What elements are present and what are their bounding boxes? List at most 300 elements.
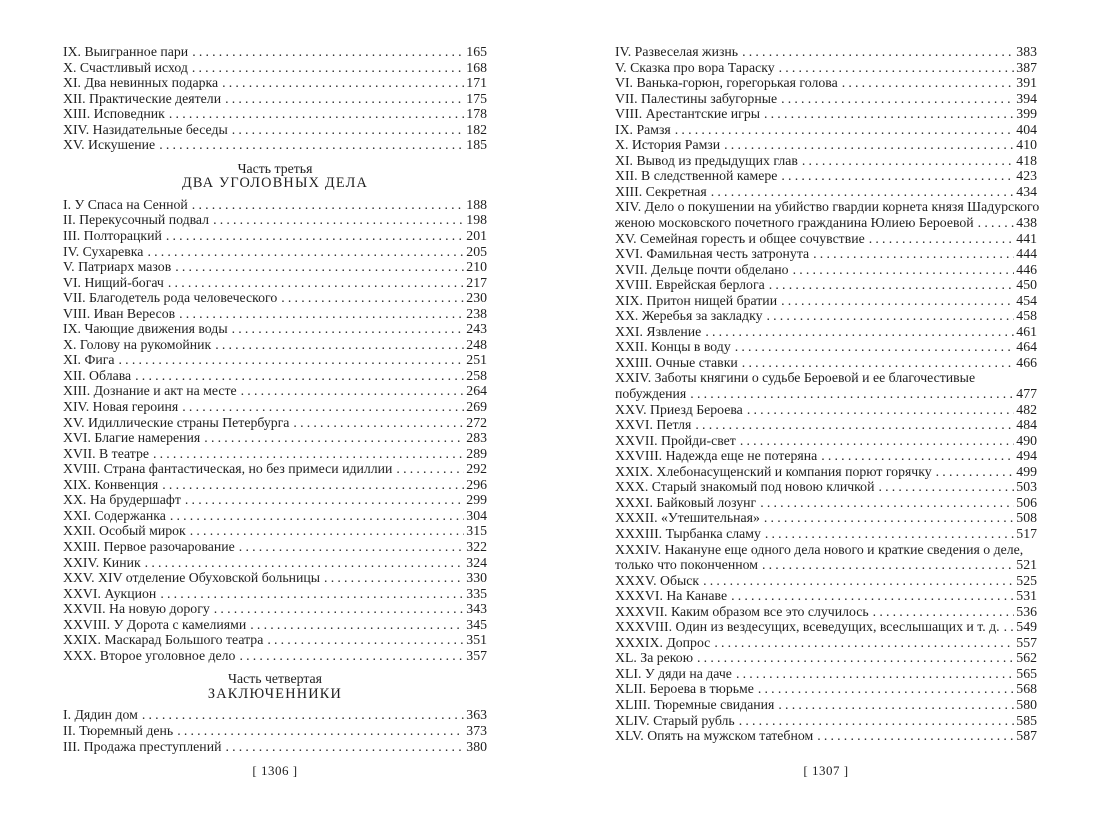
entry-page-number: 304	[466, 507, 487, 523]
entry-title: I. У Спаса на Сенной	[63, 196, 188, 212]
toc-entry	[63, 477, 487, 493]
dot-leader	[802, 153, 1014, 169]
entry-page-number: 230	[466, 290, 487, 306]
entry-page-number: 185	[466, 137, 487, 153]
dot-leader	[766, 308, 1014, 324]
toc-entry	[63, 492, 487, 508]
entry-page-number: 251	[466, 352, 487, 368]
toc-entry	[63, 197, 487, 213]
dot-leader	[182, 399, 464, 415]
entry-title: XII. Облава	[63, 367, 132, 383]
entry-page-number: 168	[466, 59, 487, 75]
toc-entry	[615, 308, 1037, 324]
dot-leader	[190, 523, 465, 539]
entry-page-number: 531	[1016, 588, 1037, 604]
entry-title: II. Тюремный день	[63, 722, 174, 738]
entry-page-number: 477	[1016, 386, 1037, 402]
dot-leader	[214, 601, 465, 617]
entry-title: XXVIII. Надежда еще не потеряна	[615, 448, 818, 464]
toc-entry	[615, 44, 1037, 60]
entry-title: VIII. Иван Вересов	[63, 305, 176, 321]
entry-title: XVII. Дельце почти обделано	[615, 261, 789, 277]
entry-title: XXIX. Маскарад Большого театра	[63, 632, 264, 648]
entry-page-number: 517	[1016, 525, 1037, 541]
dot-leader	[758, 681, 1014, 697]
toc-entry	[615, 479, 1037, 495]
entry-title: XXV. Приезд Бероева	[615, 401, 743, 417]
entry-title: XXX. Старый знакомый под новою кличкой	[615, 479, 875, 495]
dot-leader	[739, 713, 1015, 729]
entry-title: XXIII. Очные ставки	[615, 354, 738, 370]
dot-leader	[778, 697, 1014, 713]
entry-page-number: 248	[466, 336, 487, 352]
dot-leader	[1004, 619, 1015, 635]
dot-leader	[821, 448, 1014, 464]
toc-entry	[615, 262, 1037, 278]
toc-entry	[615, 697, 1037, 713]
entry-page-number: 508	[1016, 510, 1037, 526]
entry-title: XXIV. Заботы княгини о судьбе Бероевой и ее благочестивые	[615, 370, 976, 386]
entry-page-number: 171	[466, 75, 487, 91]
entry-page-number: 335	[466, 585, 487, 601]
entry-title: XVIII. Страна фантастическая, но без примеси идиллии	[63, 461, 393, 477]
entry-title: XVI. Фамильная честь затронута	[615, 246, 810, 262]
toc-entry	[63, 106, 487, 122]
entry-title: X. История Рамзи	[615, 137, 721, 153]
dot-leader	[192, 44, 464, 60]
toc-entry	[615, 293, 1037, 309]
dot-leader	[724, 137, 1014, 153]
entry-page-number: 243	[466, 321, 487, 337]
entry-title: XIV. Новая героиня	[63, 399, 179, 415]
toc-entry	[63, 306, 487, 322]
entry-page-number: 454	[1016, 292, 1037, 308]
dot-leader	[119, 352, 465, 368]
entry-title: IV. Сухаревка	[63, 243, 144, 259]
dot-leader	[232, 122, 465, 138]
entry-page-number: 188	[466, 196, 487, 212]
toc-entry	[63, 368, 487, 384]
toc-entry	[615, 588, 1037, 604]
toc-entry	[615, 464, 1037, 480]
toc-entry	[63, 461, 487, 477]
entry-page-number: 165	[466, 44, 487, 59]
dot-leader	[159, 137, 464, 153]
entry-page-number: 585	[1016, 712, 1037, 728]
dot-leader	[170, 508, 464, 524]
dot-leader	[396, 461, 464, 477]
toc-entry	[63, 383, 487, 399]
toc-entry	[615, 402, 1037, 418]
toc-entry	[63, 415, 487, 431]
toc-entry	[63, 723, 487, 739]
entry-page-number: 506	[1016, 494, 1037, 510]
dot-leader	[978, 215, 1015, 231]
toc-entry	[615, 122, 1037, 138]
entry-title: XXV. XIV отделение Обуховской больницы	[63, 570, 321, 586]
dot-leader	[873, 604, 1015, 620]
entry-title: VI. Ванька-горюн, горегорькая голова	[615, 75, 838, 91]
entry-page-number: 363	[466, 707, 487, 723]
dot-leader	[166, 228, 464, 244]
toc-entry	[615, 137, 1037, 153]
toc-entry	[63, 555, 487, 571]
entry-page-number: 198	[466, 212, 487, 228]
entry-title: XIV. Дело о покушении на убийство гвардии корнета князя Шадурского	[615, 199, 1040, 215]
entry-page-number: 357	[466, 647, 487, 663]
entry-page-number: 182	[466, 121, 487, 137]
toc-entry	[63, 337, 487, 353]
dot-leader	[175, 259, 464, 275]
part-heading: Часть четвертая	[227, 671, 323, 687]
entry-page-number: 238	[466, 305, 487, 321]
toc-entry	[63, 212, 487, 228]
entry-page-number: 399	[1016, 106, 1037, 122]
entry-title: XXXVII. Каким образом все это случилось	[615, 603, 869, 619]
toc-entry	[63, 632, 487, 648]
dot-leader	[177, 723, 464, 739]
dot-leader	[762, 557, 1014, 573]
toc-entry	[63, 75, 487, 91]
toc-entry	[615, 153, 1037, 169]
dot-leader	[690, 386, 1014, 402]
toc-entry	[63, 60, 487, 76]
toc-entry	[63, 648, 487, 664]
dot-leader	[842, 75, 1015, 91]
entry-title: XIII. Дознание и акт на месте	[63, 383, 237, 399]
entry-title: XXVII. На новую дорогу	[63, 601, 210, 617]
entry-title: XXIV. Киник	[63, 554, 141, 570]
toc-entry	[615, 495, 1037, 511]
toc-entry	[615, 433, 1037, 449]
entry-title: XXXII. «Утешительная»	[615, 510, 760, 526]
dot-leader	[179, 306, 464, 322]
entry-title: женою московского почетного гражданина Юлиею Бероевой	[615, 215, 974, 231]
dot-leader	[779, 60, 1015, 76]
part-heading: Часть третья	[237, 160, 313, 176]
toc-entry	[615, 619, 1037, 635]
toc-entry	[615, 339, 1037, 355]
entry-page-number: 562	[1016, 650, 1037, 666]
entry-title: X. Голову на рукомойник	[63, 336, 212, 352]
toc-entry	[615, 60, 1037, 76]
entry-page-number: 458	[1016, 308, 1037, 324]
dot-leader	[293, 415, 464, 431]
toc-entry	[63, 446, 487, 462]
entry-title: XV. Семейная горесть и общее сочувствие	[615, 230, 865, 246]
entry-title: XX. На брудершафт	[63, 492, 181, 508]
entry-page-number: 580	[1016, 696, 1037, 712]
entry-page-number: 387	[1016, 59, 1037, 75]
dot-leader	[222, 75, 464, 91]
toc-entry	[63, 570, 487, 586]
entry-page-number: 178	[466, 106, 487, 122]
entry-page-number: 383	[1016, 44, 1037, 59]
toc-entry	[615, 510, 1037, 526]
entry-page-number: 461	[1016, 323, 1037, 339]
toc-entry	[615, 573, 1037, 589]
dot-leader	[147, 244, 464, 260]
dot-leader	[153, 446, 464, 462]
dot-leader	[169, 106, 464, 122]
dot-leader	[697, 650, 1014, 666]
entry-title: IX. Чающие движения воды	[63, 321, 228, 337]
toc-page-left	[63, 44, 487, 754]
entry-title: XXVI. Петля	[615, 417, 692, 433]
entry-page-number: 450	[1016, 277, 1037, 293]
entry-page-number: 299	[466, 492, 487, 508]
dot-leader	[742, 44, 1014, 60]
entry-title: XXI. Содержанка	[63, 507, 166, 523]
toc-entry	[615, 417, 1037, 433]
entry-title: побуждения	[615, 386, 687, 402]
entry-title: XXXVIII. Один из вездесущих, всеведущих, всеслышащих и т. д.	[615, 619, 1000, 635]
dot-leader	[145, 555, 465, 571]
toc-entry	[615, 324, 1037, 340]
toc-entry	[615, 215, 1037, 231]
toc-entry-wrap-line	[615, 542, 1037, 558]
entry-page-number: 343	[466, 601, 487, 617]
dot-leader	[714, 635, 1014, 651]
toc-entry	[615, 650, 1037, 666]
entry-title: только что поконченном	[615, 557, 758, 573]
entry-page-number: 269	[466, 399, 487, 415]
entry-page-number: 438	[1016, 215, 1037, 231]
entry-title: XXIII. Первое разочарование	[63, 538, 235, 554]
entry-title: XXXIX. Допрос	[615, 634, 711, 650]
toc-entry	[63, 137, 487, 153]
entry-title: XLI. У дяди на даче	[615, 665, 732, 681]
dot-leader	[936, 464, 1015, 480]
dot-leader	[760, 495, 1014, 511]
entry-title: XIII. Секретная	[615, 183, 707, 199]
entry-page-number: 557	[1016, 634, 1037, 650]
entry-page-number: 503	[1016, 479, 1037, 495]
entry-title: XI. Фига	[63, 352, 115, 368]
entry-title: XLIII. Тюремные свидания	[615, 696, 775, 712]
entry-title: V. Сказка про вора Тараску	[615, 59, 775, 75]
entry-title: XXXV. Обыск	[615, 572, 700, 588]
toc-entry	[615, 184, 1037, 200]
entry-page-number: 373	[466, 722, 487, 738]
toc-entry	[63, 430, 487, 446]
entry-title: XII. В следственной камере	[615, 168, 778, 184]
entry-page-number: 345	[466, 616, 487, 632]
entry-page-number: 175	[466, 90, 487, 106]
entry-title: XV. Идиллические страны Петербурга	[63, 414, 290, 430]
dot-leader	[675, 122, 1015, 138]
entry-title: VIII. Арестантские игры	[615, 106, 760, 122]
dot-leader	[705, 324, 1014, 340]
entry-title: XX. Жеребья за закладку	[615, 308, 763, 324]
dot-leader	[162, 477, 464, 493]
dot-leader	[736, 666, 1014, 682]
entry-page-number: 565	[1016, 665, 1037, 681]
toc-entry	[63, 539, 487, 555]
entry-title: VII. Палестины забугорные	[615, 90, 778, 106]
entry-title: IX. Выигранное пари	[63, 44, 189, 59]
toc-entry	[615, 713, 1037, 729]
part-title-heading: ЗАКЛЮЧЕННИКИ	[207, 685, 343, 702]
entry-title: XXXIV. Накануне еще одного дела нового и краткие сведения о деле,	[615, 541, 1024, 557]
dot-leader	[192, 197, 465, 213]
entry-title: XI. Вывод из предыдущих глав	[615, 152, 798, 168]
toc-page-right	[615, 44, 1040, 744]
entry-title: XXX. Второе уголовное дело	[63, 647, 236, 663]
entry-page-number: 464	[1016, 339, 1037, 355]
entry-page-number: 296	[466, 476, 487, 492]
entry-title: XXII. Особый мирок	[63, 523, 186, 539]
toc-entry	[63, 91, 487, 107]
toc-entry	[63, 523, 487, 539]
toc-entry	[615, 604, 1037, 620]
dot-leader	[765, 526, 1014, 542]
entry-page-number: 283	[466, 430, 487, 446]
entry-page-number: 441	[1016, 230, 1037, 246]
dot-leader	[764, 106, 1014, 122]
dot-leader	[703, 573, 1014, 589]
part-title-heading: ДВА УГОЛОВНЫХ ДЕЛА	[181, 175, 369, 192]
toc-entry	[615, 231, 1037, 247]
toc-entry	[615, 246, 1037, 262]
entry-title: XXVII. Пройди-свет	[615, 432, 736, 448]
dot-leader	[711, 184, 1015, 200]
dot-leader	[781, 293, 1014, 309]
dot-leader	[793, 262, 1015, 278]
entry-title: XVIII. Еврейская берлога	[615, 277, 765, 293]
entry-title: XXIX. Хлебонасущенский и компания порют горячку	[615, 463, 932, 479]
entry-title: XLII. Бероева в тюрьме	[615, 681, 754, 697]
toc-entry	[615, 277, 1037, 293]
entry-page-number: 292	[466, 461, 487, 477]
toc-entry	[63, 707, 487, 723]
dot-leader	[267, 632, 464, 648]
toc-entry	[63, 399, 487, 415]
toc-entry	[63, 122, 487, 138]
entry-title: XLV. Опять на мужском татебном	[615, 728, 814, 744]
entry-title: XXI. Язвление	[615, 323, 702, 339]
dot-leader	[731, 588, 1014, 604]
entry-page-number: 258	[466, 367, 487, 383]
dot-leader	[160, 586, 464, 602]
toc-entry	[63, 352, 487, 368]
entry-page-number: 494	[1016, 448, 1037, 464]
entry-page-number: 272	[466, 414, 487, 430]
entry-page-number: 391	[1016, 75, 1037, 91]
entry-title: V. Патриарх мазов	[63, 259, 172, 275]
dot-leader	[204, 430, 464, 446]
toc-entry	[63, 290, 487, 306]
dot-leader	[781, 91, 1014, 107]
dot-leader	[769, 277, 1015, 293]
toc-entry	[63, 275, 487, 291]
entry-title: XL. За рекою	[615, 650, 694, 666]
entry-title: XVI. Благие намерения	[63, 430, 201, 446]
entry-page-number: 568	[1016, 681, 1037, 697]
dot-leader	[817, 728, 1014, 744]
entry-page-number: 315	[466, 523, 487, 539]
entry-title: X. Счастливый исход	[63, 59, 188, 75]
entry-page-number: 536	[1016, 603, 1037, 619]
entry-title: XXXVI. На Канаве	[615, 588, 728, 604]
entry-title: IX. Рамзя	[615, 121, 671, 137]
toc-entry	[615, 355, 1037, 371]
dot-leader	[742, 355, 1015, 371]
entry-page-number: 205	[466, 243, 487, 259]
toc-entry	[63, 739, 487, 755]
entry-title: III. Продажа преступлений	[63, 738, 222, 754]
toc-entry	[63, 508, 487, 524]
entry-page-number: 324	[466, 554, 487, 570]
dot-leader	[764, 510, 1014, 526]
toc-entry	[615, 681, 1037, 697]
entry-title: XV. Искушение	[63, 137, 156, 153]
entry-title: IV. Развеселая жизнь	[615, 44, 739, 59]
entry-page-number: 446	[1016, 261, 1037, 277]
entry-page-number: 434	[1016, 183, 1037, 199]
dot-leader	[232, 321, 465, 337]
dot-leader	[747, 402, 1014, 418]
entry-title: XXXI. Байковый лозунг	[615, 494, 757, 510]
entry-title: I. Дядин дом	[63, 707, 138, 723]
entry-page-number: 444	[1016, 246, 1037, 262]
entry-title: XXVIII. У Дорота с камелиями	[63, 616, 247, 632]
entry-page-number: 521	[1016, 557, 1037, 573]
toc-entry	[615, 728, 1037, 744]
toc-entry	[615, 386, 1037, 402]
toc-entry	[615, 106, 1037, 122]
entry-page-number: 380	[466, 738, 487, 754]
entry-page-number: 322	[466, 538, 487, 554]
dot-leader	[142, 707, 464, 723]
entry-page-number: 289	[466, 445, 487, 461]
toc-entry	[63, 586, 487, 602]
entry-page-number: 217	[466, 274, 487, 290]
entry-page-number: 330	[466, 570, 487, 586]
dot-leader	[781, 168, 1014, 184]
entry-title: XXII. Концы в воду	[615, 339, 731, 355]
entry-title: XIX. Конвенция	[63, 476, 159, 492]
dot-leader	[239, 648, 464, 664]
entry-title: XII. Практические деятели	[63, 90, 222, 106]
dot-leader	[215, 337, 464, 353]
toc-entry	[615, 666, 1037, 682]
dot-leader	[281, 290, 464, 306]
entry-page-number: 423	[1016, 168, 1037, 184]
dot-leader	[869, 231, 1015, 247]
toc-entry	[63, 44, 487, 60]
entry-title: XLIV. Старый рубль	[615, 712, 735, 728]
page-number-right: [ 1307 ]	[803, 763, 849, 778]
toc-entry	[615, 635, 1037, 651]
page-number-left: [ 1306 ]	[252, 763, 298, 778]
entry-page-number: 482	[1016, 401, 1037, 417]
dot-leader	[225, 91, 464, 107]
toc-entry	[615, 557, 1037, 573]
toc-entry	[63, 617, 487, 633]
entry-page-number: 499	[1016, 463, 1037, 479]
entry-page-number: 484	[1016, 417, 1037, 433]
entry-title: VI. Нищий-богач	[63, 274, 164, 290]
dot-leader	[250, 617, 464, 633]
entry-page-number: 410	[1016, 137, 1037, 153]
entry-title: II. Перекусочный подвал	[63, 212, 210, 228]
entry-title: XIV. Назидательные беседы	[63, 121, 228, 137]
entry-page-number: 201	[466, 228, 487, 244]
entry-page-number: 549	[1016, 619, 1037, 635]
toc-entry	[615, 91, 1037, 107]
entry-title: XVII. В театре	[63, 445, 149, 461]
